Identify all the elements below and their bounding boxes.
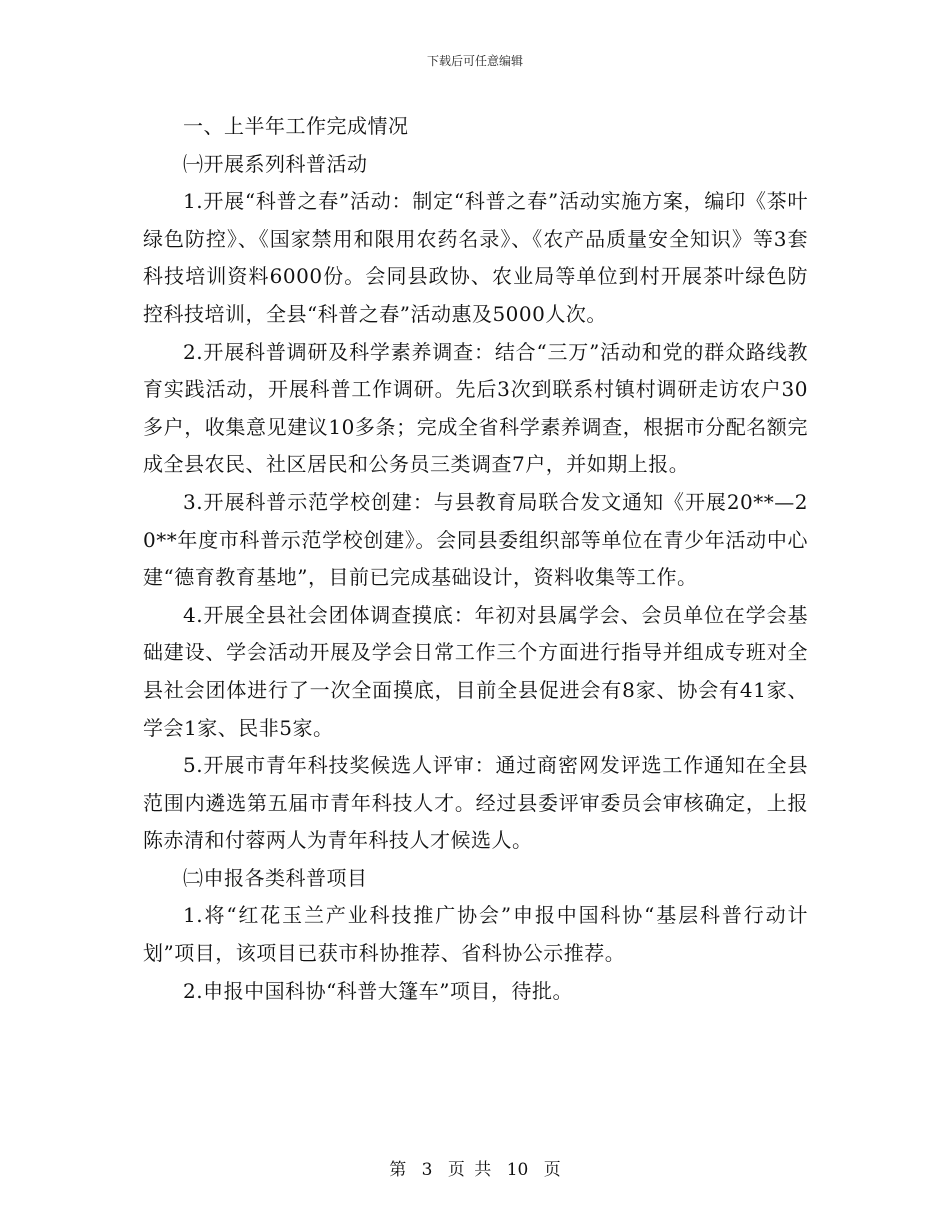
document-body	[143, 108, 808, 1010]
paragraph-1: 1.开展“科普之春”活动：制定“科普之春”活动实施方案，编印《茶叶绿色防控》、《国家禁用和限用农药名录》、《农产品质量安全知识》等3套科技培训资料6000份。会同县政协、农业局等单位到村开展茶叶绿色防控科技培训，全县“科普之春”活动惠及5000人次。	[143, 189, 808, 326]
header-note: 下载后可任意编辑	[426, 54, 523, 68]
paragraph-7: 2.申报中国科协“科普大篷车”项目，待批。	[183, 978, 574, 1003]
subsection-title-2: ㈡申报各类科普项目	[183, 865, 368, 890]
footer-prefix: 第	[389, 1160, 407, 1180]
paragraph-2: 2.开展科普调研及科学素养调查：结合“三万”活动和党的群众路线教育实践活动，开展科普工作调研。先后3次到联系村镇村调研走访农户30多户，收集意见建议10多条；完成全省科学素养调查，根据市分配名额完成全县农民、社区居民和公务员三类调查7户，并如期上报。	[143, 339, 808, 477]
paragraph-4: 4.开展全县社会团体调查摸底：年初对县属学会、会员单位在学会基础建设、学会活动开展及学会日常工作三个方面进行指导并组成专班对全县社会团体进行了一次全面摸底，目前全县促进会有8家、协会有41家、学会1家、民非5家。	[143, 602, 808, 740]
footer-current-page: 3	[421, 1160, 433, 1180]
footer-total-pages: 10	[506, 1160, 529, 1180]
footer-middle: 页 共	[447, 1160, 492, 1180]
subsection-title-1: ㈠开展系列科普活动	[183, 151, 368, 176]
page-footer	[0, 1155, 950, 1180]
footer-suffix: 页	[543, 1160, 561, 1180]
section-title: 一、上半年工作完成情况	[183, 114, 409, 138]
paragraph-6: 1.将“红花玉兰产业科技推广协会”申报中国科协“基层科普行动计划”项目，该项目已获市科协推荐、省科协公示推荐。	[143, 903, 808, 966]
paragraph-5: 5.开展市青年科技奖候选人评审：通过商密网发评选工作通知在全县范围内遴选第五届市青年科技人才。经过县委评审委员会审核确定，上报陈赤清和付蓉两人为青年科技人才候选人。	[143, 753, 808, 853]
paragraph-3: 3.开展科普示范学校创建：与县教育局联合发文通知《开展20**—20**年度市科普示范学校创建》。会同县委组织部等单位在青少年活动中心建“德育教育基地”，目前已完成基础设计，资料收集等工作。	[143, 489, 808, 590]
